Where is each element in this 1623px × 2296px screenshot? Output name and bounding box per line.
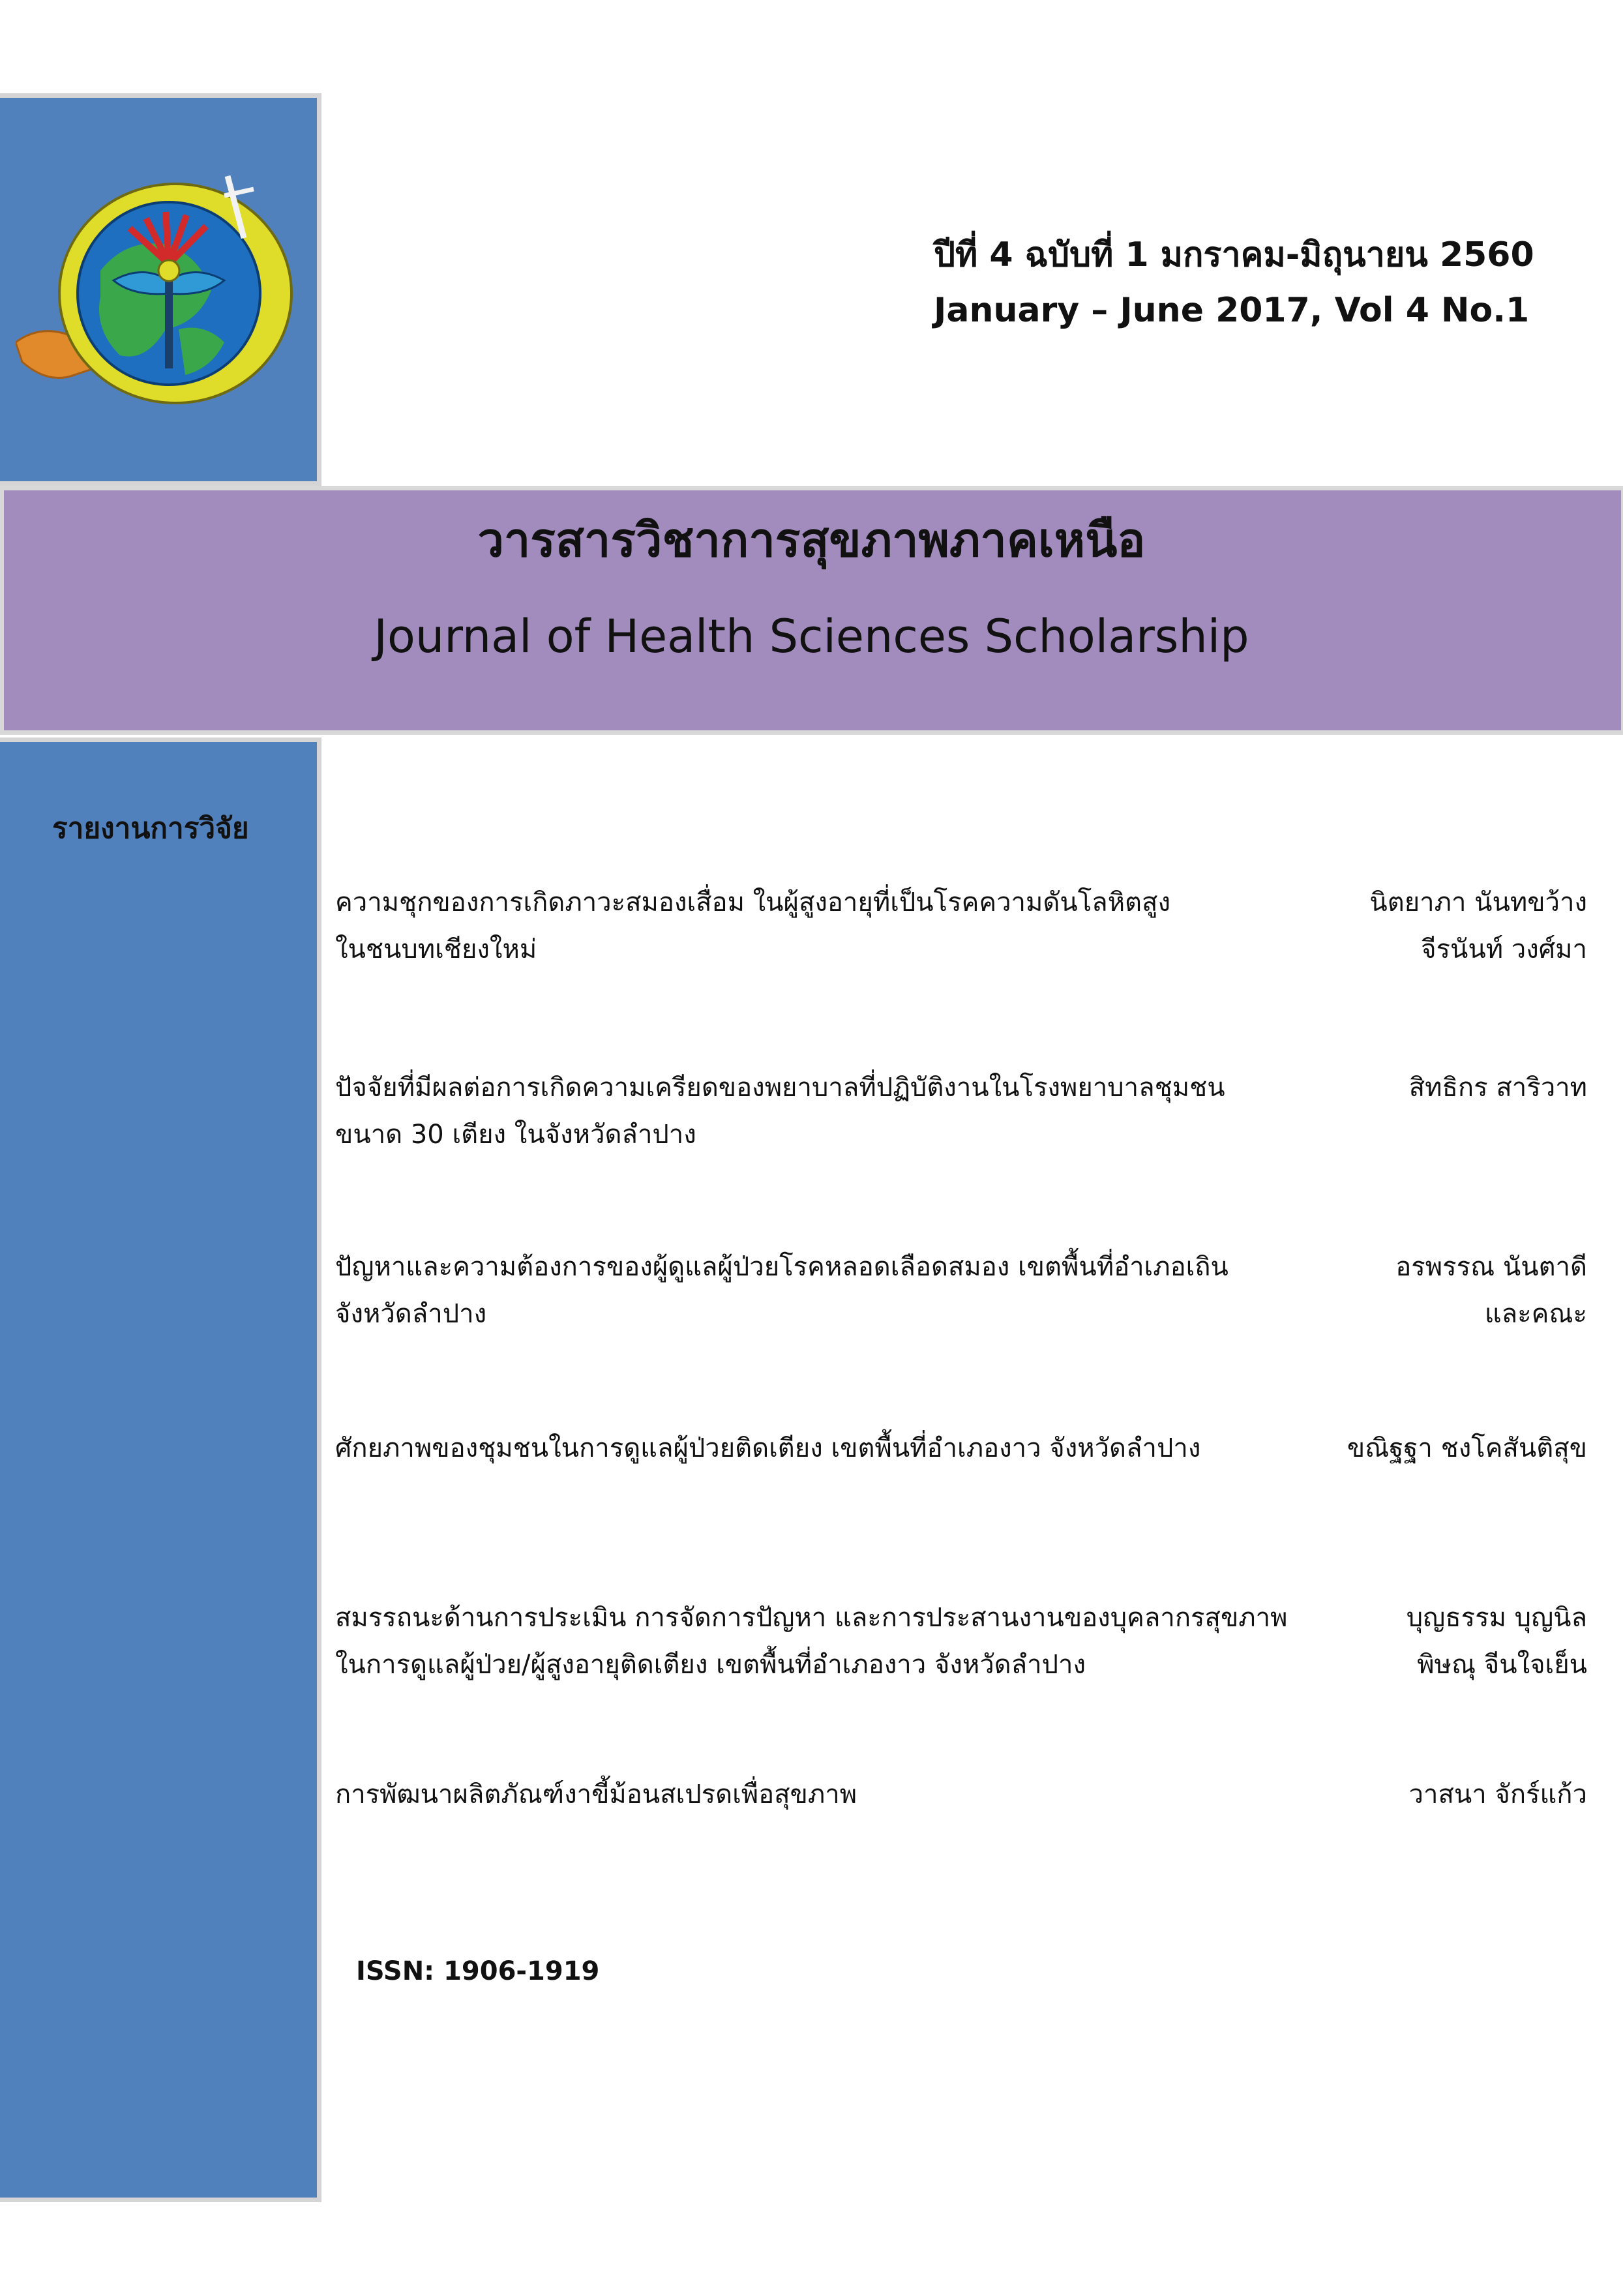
article-title: ศักยภาพของชุมชนในการดูแลผู้ป่วยติดเตียง เขตพื้นที่อำเภองาว จังหวัดลำปาง bbox=[335, 1433, 1201, 1463]
article-title: ความชุกของการเกิดภาวะสมองเสื่อม ในผู้สูงอายุที่เป็นโรคความดันโลหิตสูง ในชนบทเชียงใหม่ bbox=[335, 887, 1170, 964]
sidebar-bottom-panel bbox=[0, 742, 317, 2198]
article-authors: ขณิฐฐา ชงโคสันติสุข bbox=[1347, 1433, 1587, 1463]
article-authors: อรพรรณ นันตาดี และคณะ bbox=[1395, 1252, 1587, 1329]
article-authors: วาสนา จักร์แก้ว bbox=[1408, 1780, 1587, 1810]
article-title: การพัฒนาผลิตภัณฑ์งาขี้ม้อนสเปรดเพื่อสุขภาพ bbox=[335, 1780, 857, 1810]
issn-number: ISSN: 1906-1919 bbox=[356, 1956, 600, 1986]
issue-english: January – June 2017, Vol 4 No.1 bbox=[934, 291, 1530, 330]
journal-emblem-logo bbox=[16, 166, 296, 417]
emblem-icon bbox=[16, 166, 296, 414]
article-authors: สิทธิกร สาริวาท bbox=[1408, 1073, 1587, 1103]
issue-thai: ปีที่ 4 ฉบับที่ 1 มกราคม-มิถุนายน 2560 bbox=[934, 235, 1534, 275]
article-title: ปัจจัยที่มีผลต่อการเกิดความเครียดของพยาบาลที่ปฏิบัติงานในโรงพยาบาลชุมชน ขนาด 30 เตียง ในจังหวัดลำปาง bbox=[335, 1073, 1225, 1150]
journal-title-thai: วารสารวิชาการสุขภาพภาคเหนือ bbox=[477, 513, 1146, 567]
article-title: สมรรถนะด้านการประเมิน การจัดการปัญหา และการประสานงานของบุคลากรสุขภาพ ในการดูแลผู้ป่วย/ผู้สูงอายุติดเตียง เขตพื้นที่อำเภองาว จังหวัดลำปาง bbox=[335, 1603, 1288, 1680]
article-authors: บุญธรรม บุญนิล พิษณุ จีนใจเย็น bbox=[1406, 1603, 1587, 1680]
journal-title-english: Journal of Health Sciences Scholarship bbox=[374, 610, 1249, 663]
article-authors: นิตยาภา นันทขว้าง จีรนันท์ วงศ์มา bbox=[1369, 887, 1587, 964]
article-title: ปัญหาและความต้องการของผู้ดูแลผู้ป่วยโรคหลอดเลือดสมอง เขตพื้นที่อำเภอเถิน จังหวัดลำปาง bbox=[335, 1252, 1228, 1329]
section-label: รายงานการวิจัย bbox=[52, 812, 249, 845]
